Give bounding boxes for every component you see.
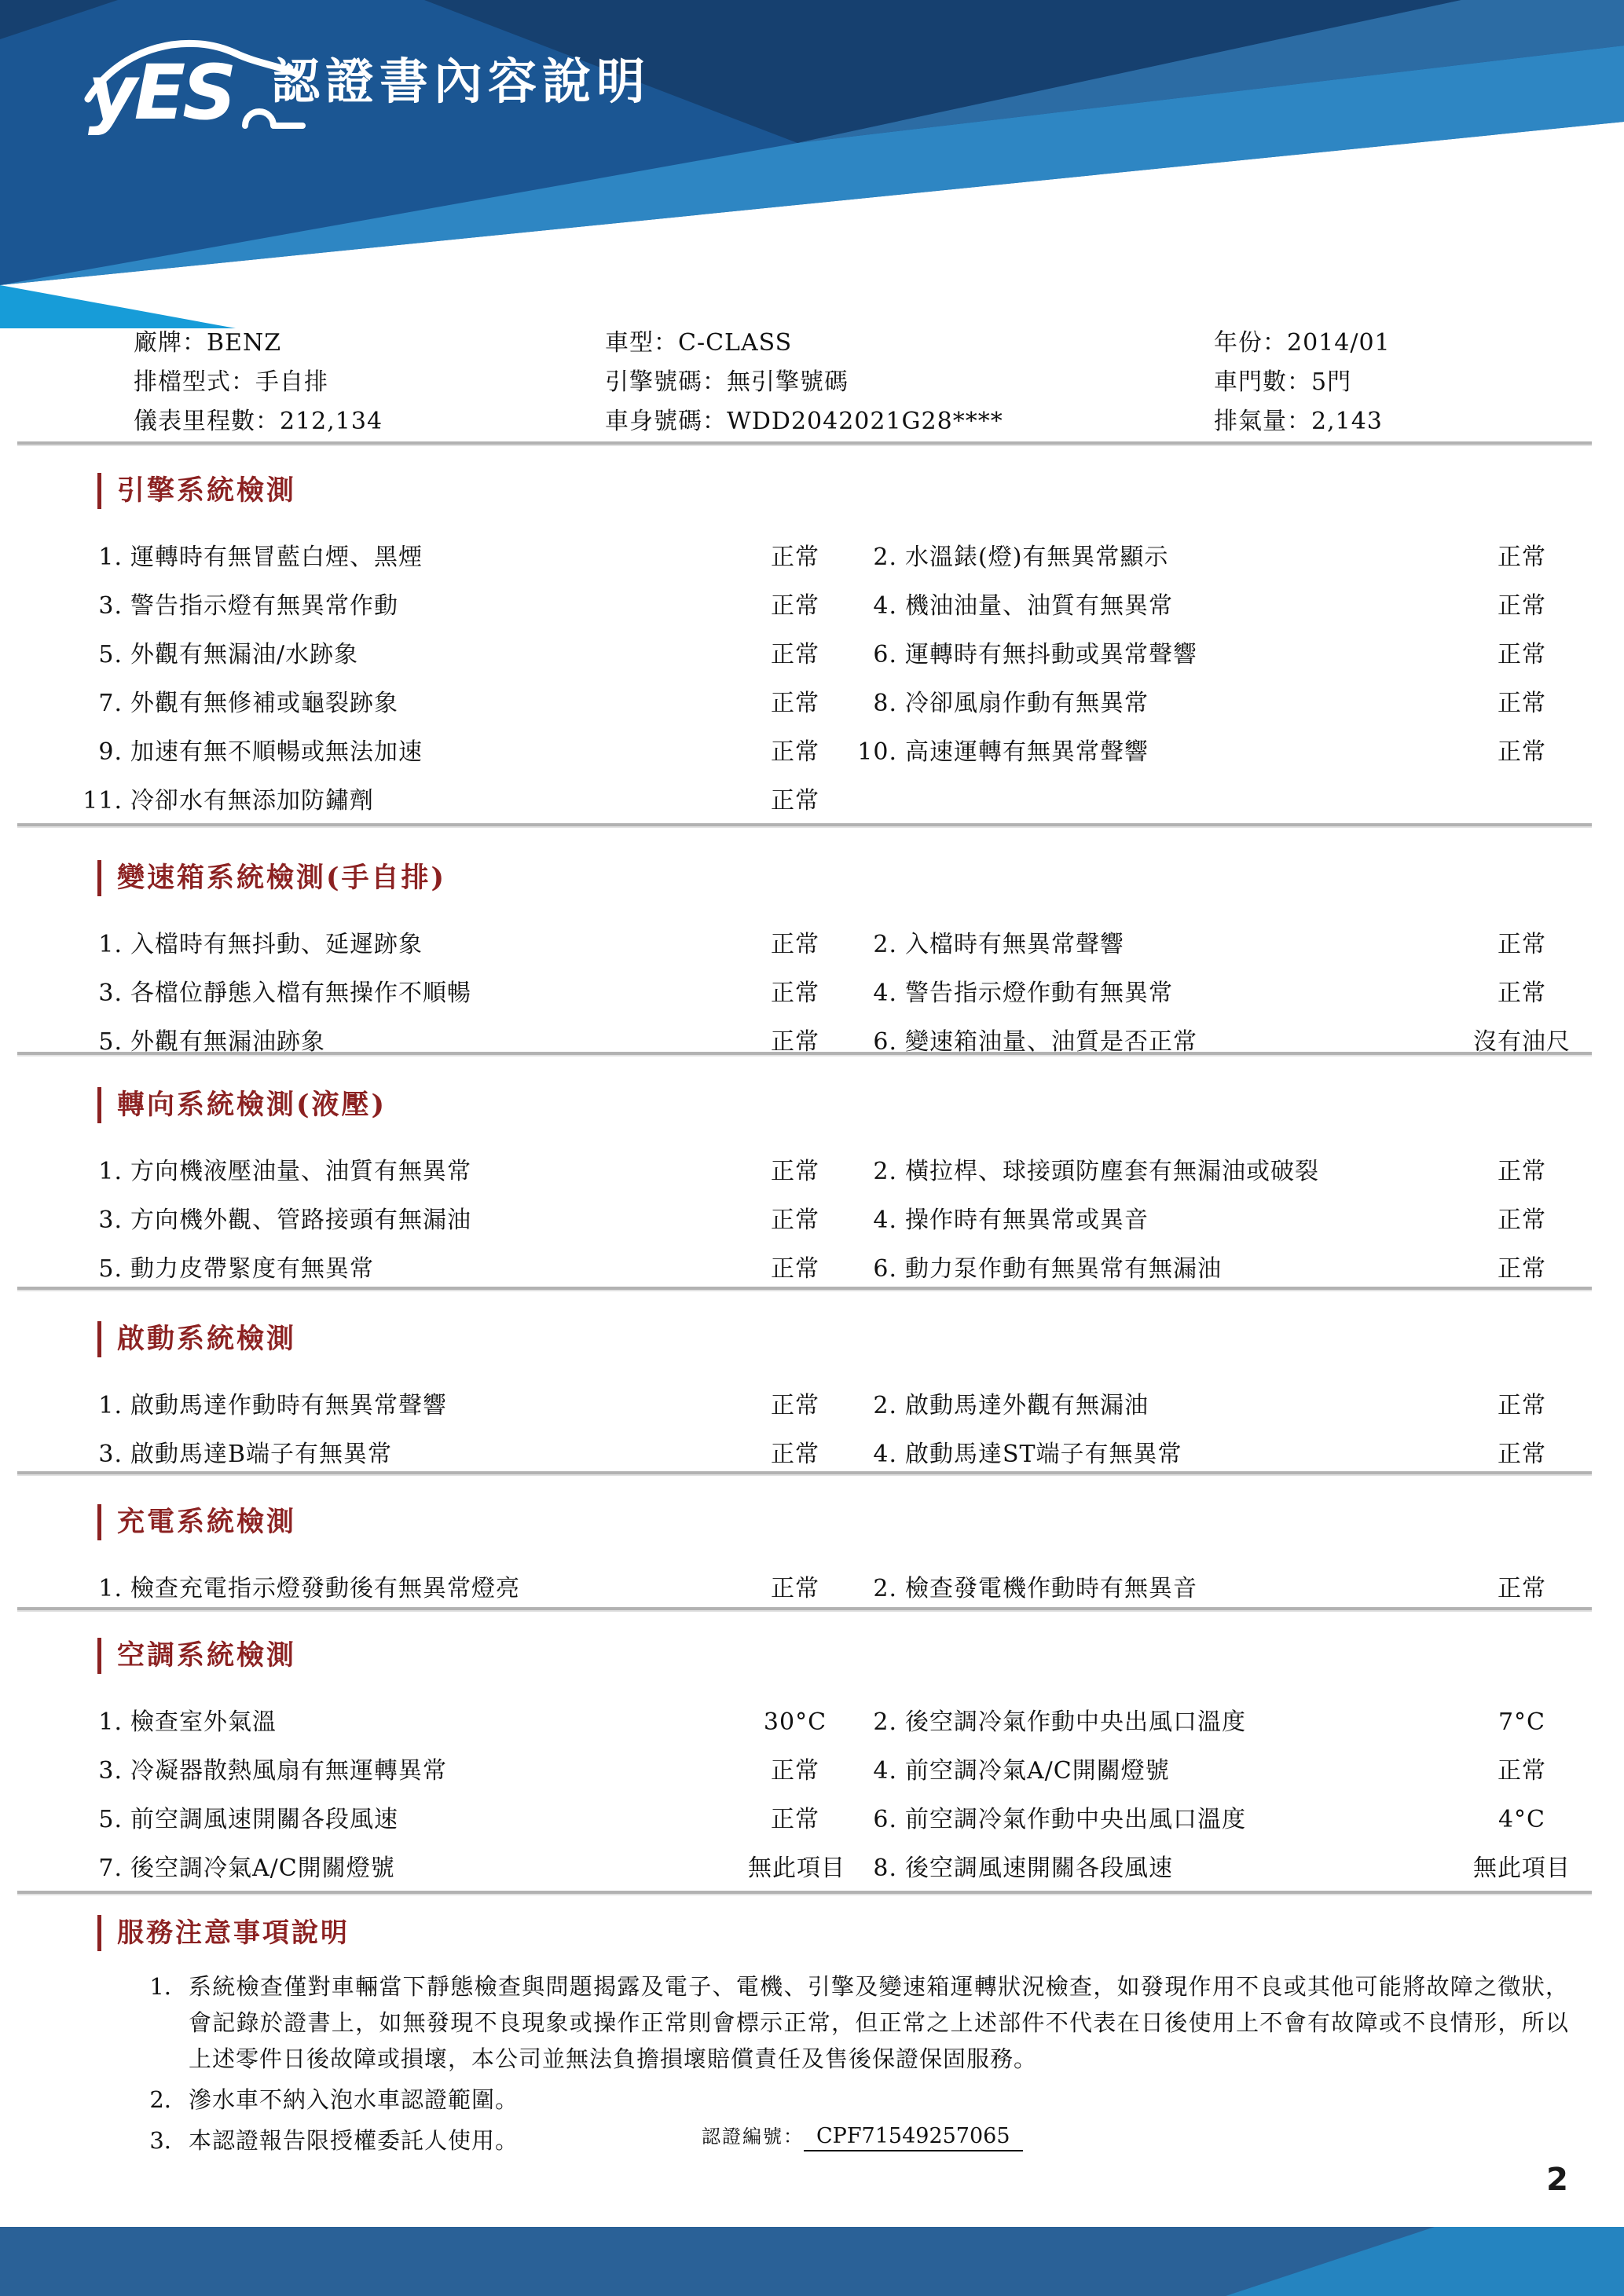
check-row <box>0 1207 1624 1255</box>
check-item-label: 檢查充電指示燈發動後有無異常燈亮 <box>130 1575 520 1602</box>
check-item-number: 4. <box>873 1441 897 1468</box>
check-item-label: 啟動馬達作動時有無異常聲響 <box>130 1392 447 1419</box>
check-item-number: 2. <box>873 1708 897 1736</box>
vehicle-field-value: 無引擎號碼 <box>727 368 849 396</box>
section-rows <box>0 1575 1624 1624</box>
check-item-result: 正常 <box>771 787 819 815</box>
check-item-result: 正常 <box>771 1575 819 1602</box>
check-item-result: 正常 <box>1498 641 1546 668</box>
check-item-result: 正常 <box>1498 1207 1546 1234</box>
check-item-label: 後空調冷氣作動中央出風口溫度 <box>905 1708 1246 1736</box>
note-number: 1. <box>149 1973 171 2000</box>
check-item-label: 操作時有無異常或異音 <box>905 1207 1149 1234</box>
check-item-result: 正常 <box>771 1255 819 1283</box>
check-item-label: 檢查發電機作動時有無異音 <box>905 1575 1197 1602</box>
check-item-result: 正常 <box>771 1757 819 1785</box>
check-item-label: 啟動馬達B端子有無異常 <box>130 1441 393 1468</box>
check-row <box>0 1855 1624 1903</box>
check-row <box>0 931 1624 980</box>
check-item-result: 正常 <box>1498 1575 1546 1602</box>
check-row <box>0 641 1624 690</box>
check-item-number: 3. <box>98 592 123 620</box>
check-item-result: 正常 <box>1498 738 1546 766</box>
check-item-label: 前空調冷氣作動中央出風口溫度 <box>905 1806 1246 1833</box>
check-item-result: 正常 <box>1498 1392 1546 1419</box>
section-rows <box>0 1708 1624 1903</box>
check-item-number: 4. <box>873 980 897 1007</box>
check-row <box>0 592 1624 641</box>
check-item-label: 前空調冷氣A/C開關燈號 <box>905 1757 1170 1785</box>
check-item-result: 7°C <box>1498 1708 1546 1736</box>
section-rows <box>0 931 1624 1077</box>
check-item-label: 加速有無不順暢或無法加速 <box>130 738 423 766</box>
check-item-result: 正常 <box>1498 544 1546 571</box>
vehicle-field-value: C-CLASS <box>678 329 793 357</box>
section-engine-system <box>0 473 1624 836</box>
check-item-result: 正常 <box>771 544 819 571</box>
check-item-result: 4°C <box>1498 1806 1546 1833</box>
footer-background-shapes <box>0 2227 1624 2296</box>
check-item-number: 3. <box>98 1441 123 1468</box>
check-item-result: 正常 <box>771 738 819 766</box>
check-row <box>0 1255 1624 1304</box>
check-item-number: 2. <box>873 1392 897 1419</box>
vehicle-field-label: 排檔型式 <box>134 368 231 396</box>
note-text: 滲水車不納入泡水車認證範圍。 <box>189 2086 519 2113</box>
check-item-number: 3. <box>98 1207 123 1234</box>
check-item-result: 正常 <box>771 1207 819 1234</box>
check-row <box>0 690 1624 738</box>
check-row <box>0 1028 1624 1077</box>
check-item-number: 6. <box>873 1028 897 1056</box>
note-number: 3. <box>149 2127 171 2154</box>
vehicle-field-label: 引擎號碼 <box>605 368 702 396</box>
section-rows <box>0 1158 1624 1304</box>
check-item-label: 各檔位靜態入檔有無操作不順暢 <box>130 980 471 1007</box>
note-text: 本認證報告限授權委託人使用。 <box>189 2127 519 2154</box>
check-row <box>0 980 1624 1028</box>
check-item-result: 正常 <box>771 1158 819 1185</box>
check-row <box>0 1757 1624 1806</box>
check-row <box>0 1708 1624 1757</box>
vehicle-field: 引擎號碼：無引擎號碼 <box>605 368 849 396</box>
section-title: 充電系統檢測 <box>97 1504 1624 1540</box>
check-item-label: 機油油量、油質有無異常 <box>905 592 1173 620</box>
check-item-label: 運轉時有無冒藍白煙、黑煙 <box>130 544 423 571</box>
page-number: 2 <box>1546 2162 1568 2198</box>
vehicle-field-value: WDD2042021G28**** <box>727 408 1003 435</box>
yes-logo-text: yES <box>88 49 234 137</box>
note-text: 系統檢查僅對車輛當下靜態檢查與問題揭露及電子、電機、引擎及變速箱運轉狀況檢查，如發現作用不良或其他可能將故障之徵狀，會記錄於證書上，如無發現不良現象或操作正常則會標示正常，但正常之上述部件不代表在日後使用上不會有故障或不良情形，所以上述零件日後故障或損壞，本公司並無法負擔損壞賠償責任及售後保證保固服務。 <box>189 1973 1569 2072</box>
check-item-result: 正常 <box>771 1441 819 1468</box>
check-item-result: 正常 <box>771 931 819 958</box>
check-item-label: 動力皮帶緊度有無異常 <box>130 1255 374 1283</box>
vehicle-field: 廠牌：BENZ <box>134 329 282 357</box>
check-item-number: 4. <box>873 1757 897 1785</box>
footer-banner <box>0 2227 1624 2296</box>
check-item-number: 8. <box>873 690 897 717</box>
check-item-label: 冷凝器散熱風扇有無運轉異常 <box>130 1757 447 1785</box>
check-item-number: 5. <box>98 1255 123 1283</box>
check-item-label: 水溫錶(燈)有無異常顯示 <box>905 544 1169 571</box>
check-item-result: 無此項目 <box>748 1855 845 1882</box>
check-row <box>0 1392 1624 1441</box>
check-item-result: 正常 <box>771 1806 819 1833</box>
check-item-number: 9. <box>98 738 123 766</box>
vehicle-field-label: 排氣量 <box>1214 408 1287 435</box>
section-title: 服務注意事項說明 <box>97 1915 1624 1951</box>
check-item-result: 正常 <box>1498 1757 1546 1785</box>
check-item-label: 外觀有無漏油跡象 <box>130 1028 325 1056</box>
check-item-number: 2. <box>873 931 897 958</box>
check-row <box>0 1441 1624 1489</box>
vehicle-field: 儀表里程數：212,134 <box>134 408 383 435</box>
section-steering-system <box>0 1087 1624 1304</box>
check-item-number: 11. <box>82 787 123 815</box>
check-item-number: 1. <box>98 931 123 958</box>
note-item <box>0 2082 1624 2118</box>
check-item-number: 6. <box>873 1255 897 1283</box>
section-ac-system <box>0 1638 1624 1903</box>
check-item-label: 啟動馬達ST端子有無異常 <box>905 1441 1182 1468</box>
check-item-number: 6. <box>873 1806 897 1833</box>
check-item-label: 前空調風速開關各段風速 <box>130 1806 398 1833</box>
vehicle-field: 車身號碼：WDD2042021G28**** <box>605 408 1003 435</box>
check-item-result: 正常 <box>771 1028 819 1056</box>
check-item-number: 8. <box>873 1855 897 1882</box>
check-row <box>0 1575 1624 1624</box>
section-title: 引擎系統檢測 <box>97 473 1624 509</box>
vehicle-field-label: 儀表里程數 <box>134 408 255 435</box>
check-item-label: 橫拉桿、球接頭防塵套有無漏油或破裂 <box>905 1158 1319 1185</box>
check-item-number: 6. <box>873 641 897 668</box>
check-item-number: 4. <box>873 592 897 620</box>
check-item-result: 正常 <box>1498 931 1546 958</box>
check-item-result: 正常 <box>771 1392 819 1419</box>
vehicle-field-label: 年份 <box>1214 329 1263 357</box>
check-item-number: 2. <box>873 1575 897 1602</box>
vehicle-info <box>0 324 1624 441</box>
check-item-result: 正常 <box>771 641 819 668</box>
vehicle-field-value: 2,143 <box>1311 408 1383 435</box>
check-item-label: 入檔時有無抖動、延遲跡象 <box>130 931 423 958</box>
certificate-number-row <box>702 2121 1023 2148</box>
check-item-result: 正常 <box>771 690 819 717</box>
check-item-number: 3. <box>98 980 123 1007</box>
check-row <box>0 787 1624 836</box>
vehicle-field: 車型：C-CLASS <box>605 329 793 357</box>
check-item-label: 方向機外觀、管路接頭有無漏油 <box>130 1207 471 1234</box>
section-title: 空調系統檢測 <box>97 1638 1624 1674</box>
check-item-number: 1. <box>98 1392 123 1419</box>
check-item-label: 入檔時有無異常聲響 <box>905 931 1124 958</box>
check-row <box>0 1158 1624 1207</box>
check-item-result: 正常 <box>1498 592 1546 620</box>
vehicle-field-value: 5門 <box>1311 368 1352 396</box>
check-item-number: 1. <box>98 544 123 571</box>
check-item-number: 1. <box>98 1575 123 1602</box>
check-item-label: 警告指示燈有無異常作動 <box>130 592 398 620</box>
check-item-label: 後空調冷氣A/C開關燈號 <box>130 1855 395 1882</box>
check-item-label: 冷卻水有無添加防鏽劑 <box>130 787 374 815</box>
check-item-number: 3. <box>98 1757 123 1785</box>
section-title: 啟動系統檢測 <box>97 1321 1624 1357</box>
check-item-result: 正常 <box>1498 980 1546 1007</box>
check-item-label: 冷卻風扇作動有無異常 <box>905 690 1149 717</box>
check-item-label: 方向機液壓油量、油質有無異常 <box>130 1158 471 1185</box>
vehicle-field-value: 212,134 <box>280 408 383 435</box>
check-item-number: 10. <box>857 738 897 766</box>
vehicle-field-label: 廠牌 <box>134 329 182 357</box>
check-row <box>0 1806 1624 1855</box>
check-item-number: 7. <box>98 1855 123 1882</box>
check-item-result: 正常 <box>1498 1441 1546 1468</box>
check-item-result: 正常 <box>1498 690 1546 717</box>
check-item-label: 運轉時有無抖動或異常聲響 <box>905 641 1197 668</box>
check-row <box>0 544 1624 592</box>
vehicle-field-value: 手自排 <box>255 368 328 396</box>
check-item-result: 正常 <box>1498 1255 1546 1283</box>
header-banner <box>0 0 1624 339</box>
vehicle-field-value: 2014/01 <box>1287 329 1391 357</box>
check-item-number: 5. <box>98 641 123 668</box>
check-item-label: 啟動馬達外觀有無漏油 <box>905 1392 1149 1419</box>
section-divider <box>17 441 1592 446</box>
check-item-label: 外觀有無漏油/水跡象 <box>130 641 359 668</box>
check-item-number: 1. <box>98 1708 123 1736</box>
section-charging-system <box>0 1504 1624 1624</box>
page-title: 認證書內容說明 <box>271 53 651 110</box>
check-item-result: 30°C <box>763 1708 827 1736</box>
check-item-number: 7. <box>98 690 123 717</box>
section-starter-system <box>0 1321 1624 1489</box>
check-item-label: 動力泵作動有無異常有無漏油 <box>905 1255 1222 1283</box>
check-item-label: 變速箱油量、油質是否正常 <box>905 1028 1197 1056</box>
check-item-result: 正常 <box>771 980 819 1007</box>
check-row <box>0 738 1624 787</box>
certificate-number-label: 認證編號： <box>702 2126 804 2148</box>
check-item-label: 高速運轉有無異常聲響 <box>905 738 1149 766</box>
check-item-label: 警告指示燈作動有無異常 <box>905 980 1173 1007</box>
section-title: 轉向系統檢測(液壓) <box>97 1087 1624 1123</box>
vehicle-field-value: BENZ <box>207 329 282 357</box>
note-number: 2. <box>149 2086 171 2113</box>
vehicle-field-label: 車身號碼 <box>605 408 702 435</box>
vehicle-field-label: 車型 <box>605 329 654 357</box>
vehicle-field: 排氣量：2,143 <box>1214 408 1383 435</box>
check-item-label: 後空調風速開關各段風速 <box>905 1855 1173 1882</box>
check-item-result: 無此項目 <box>1473 1855 1571 1882</box>
vehicle-field-label: 車門數 <box>1214 368 1287 396</box>
check-item-number: 4. <box>873 1207 897 1234</box>
check-item-number: 5. <box>98 1806 123 1833</box>
section-rows <box>0 544 1624 836</box>
check-item-label: 檢查室外氣溫 <box>130 1708 277 1736</box>
note-item <box>0 1968 1624 2077</box>
vehicle-field: 年份：2014/01 <box>1214 329 1391 357</box>
check-item-result: 正常 <box>1498 1158 1546 1185</box>
certificate-number-value: CPF71549257065 <box>804 2124 1023 2151</box>
section-transmission-system <box>0 860 1624 1077</box>
check-item-result: 正常 <box>771 592 819 620</box>
section-title: 變速箱系統檢測(手自排) <box>97 860 1624 896</box>
check-item-number: 2. <box>873 1158 897 1185</box>
check-item-number: 2. <box>873 544 897 571</box>
vehicle-field: 排檔型式：手自排 <box>134 368 328 396</box>
check-item-number: 1. <box>98 1158 123 1185</box>
vehicle-field: 車門數：5門 <box>1214 368 1352 396</box>
section-rows <box>0 1392 1624 1489</box>
check-item-number: 5. <box>98 1028 123 1056</box>
check-item-label: 外觀有無修補或龜裂跡象 <box>130 690 398 717</box>
check-item-result: 沒有油尺 <box>1473 1028 1571 1056</box>
